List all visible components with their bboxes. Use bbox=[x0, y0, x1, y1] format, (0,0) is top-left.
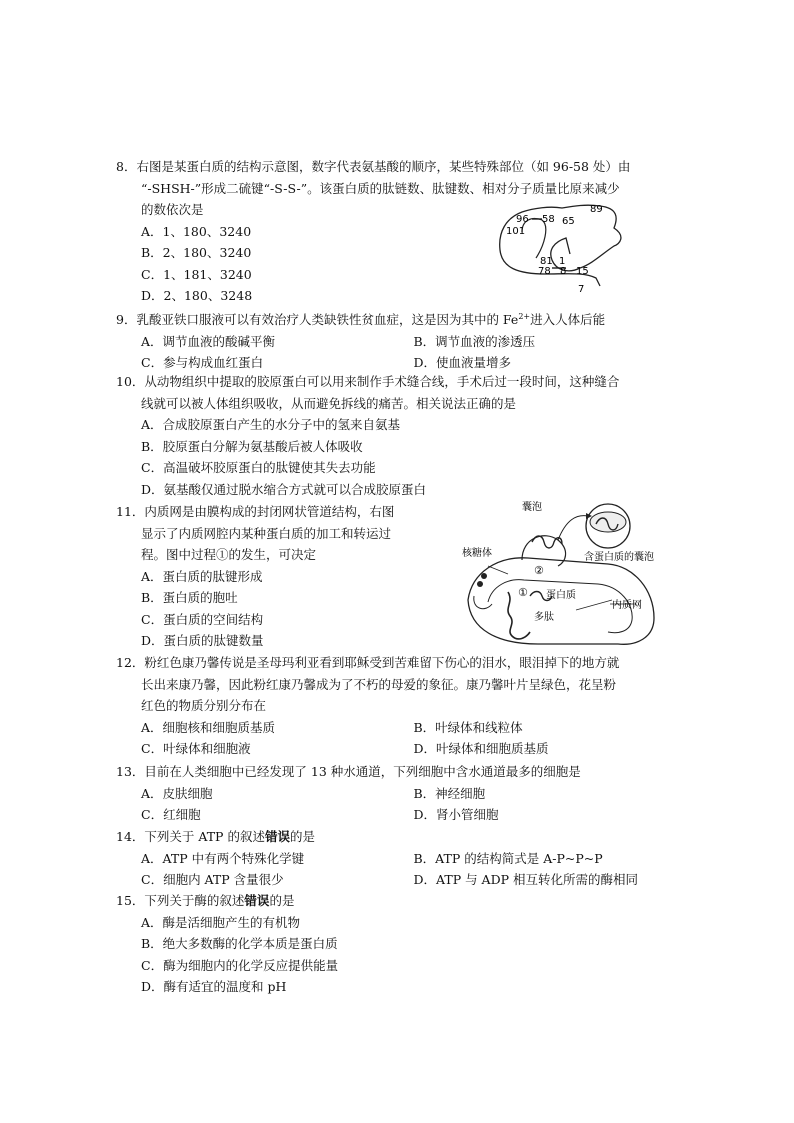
residue-label: 8 bbox=[560, 266, 567, 277]
question-number: 9． bbox=[116, 312, 137, 328]
option-d: D．蛋白质的肽键数量 bbox=[141, 633, 264, 648]
option-d: D．氨基酸仅通过脱水缩合方式就可以合成胶原蛋白 bbox=[141, 481, 427, 497]
question-number: 12． bbox=[116, 655, 145, 670]
option-b: B．调节血液的渗透压 bbox=[413, 333, 536, 349]
question-number: 15． bbox=[116, 893, 145, 908]
question-9 bbox=[116, 306, 686, 374]
question-stem-line: 内质网是由膜构成的封闭网状管道结构，右图 bbox=[144, 504, 395, 519]
emphasis-text: 错误 bbox=[244, 893, 270, 908]
option-a: A．细胞核和细胞质基质 bbox=[141, 719, 276, 735]
option-a: A．1、180、3240 bbox=[141, 223, 252, 239]
vesicle-label: 囊泡 bbox=[522, 502, 542, 513]
option-c: C．酶为细胞内的化学反应提供能量 bbox=[141, 957, 339, 973]
question-stem-line: 的数依次是 bbox=[141, 202, 204, 217]
protein-label: 蛋白质 bbox=[546, 590, 576, 601]
superscript: 2+ bbox=[518, 312, 531, 321]
residue-label: 81 bbox=[540, 256, 553, 267]
question-stem-line: 长出来康乃馨，因此粉红康乃馨成为了不朽的母爱的象征。康乃馨叶片呈绿色，花呈粉 bbox=[141, 676, 617, 692]
question-stem: 的是 bbox=[289, 829, 315, 844]
question-stem-line: 程。图中过程①的发生，可决定 bbox=[141, 547, 317, 562]
question-number: 13． bbox=[116, 764, 145, 779]
question-stem-line: 线就可以被人体组织吸收，从而避免拆线的痛苦。相关说法正确的是 bbox=[141, 395, 517, 411]
residue-label: 89 bbox=[590, 204, 603, 215]
protein-vesicle-label: 含蛋白质的囊泡 bbox=[584, 552, 654, 563]
question-10 bbox=[116, 371, 686, 500]
question-13 bbox=[116, 761, 686, 826]
question-stem-line: 显示了内质网腔内某种蛋白质的加工和转运过 bbox=[141, 525, 392, 541]
option-b: B．叶绿体和线粒体 bbox=[413, 719, 523, 735]
residue-label: 15 bbox=[576, 266, 589, 277]
residue-label: 7 bbox=[578, 284, 585, 295]
question-stem: 进入人体后能 bbox=[530, 312, 606, 328]
option-d: D．2、180、3248 bbox=[141, 288, 253, 303]
ribosome-label: 核糖体 bbox=[462, 548, 492, 559]
option-b: B．蛋白质的胞吐 bbox=[141, 590, 238, 605]
residue-label: 1 bbox=[559, 256, 566, 267]
option-a: A．酶是活细胞产生的有机物 bbox=[141, 914, 301, 930]
option-c: C．参与构成血红蛋白 bbox=[141, 355, 264, 371]
option-d: D．叶绿体和细胞质基质 bbox=[413, 741, 549, 756]
option-b: B．胶原蛋白分解为氨基酸后被人体吸收 bbox=[141, 438, 363, 454]
option-c: C．叶绿体和细胞液 bbox=[141, 741, 251, 756]
option-b: B．神经细胞 bbox=[413, 785, 486, 801]
question-15 bbox=[116, 890, 686, 998]
er-label: 内质网 bbox=[612, 600, 642, 611]
question-stem-line: 从动物组织中提取的胶原蛋白可以用来制作手术缝合线，手术后过一段时间，这种缝合 bbox=[144, 374, 620, 389]
question-stem: 目前在人类细胞中已经发现了 13 种水通道，下列细胞中含水通道最多的细胞是 bbox=[144, 764, 581, 779]
question-11 bbox=[116, 501, 456, 652]
question-stem-line: 粉红色康乃馨传说是圣母玛利亚看到耶稣受到苦难留下伤心的泪水，眼泪掉下的地方就 bbox=[144, 655, 620, 670]
protein-structure-diagram bbox=[496, 198, 656, 301]
peptide-label: 多肽 bbox=[534, 612, 554, 623]
question-stem: 下列关于 ATP 的叙述 bbox=[144, 829, 265, 844]
option-c: C．高温破坏胶原蛋白的肽键使其失去功能 bbox=[141, 460, 376, 475]
option-b: B．绝大多数酶的化学本质是蛋白质 bbox=[141, 936, 338, 951]
option-b: B．2、180、3240 bbox=[141, 245, 252, 260]
question-number: 8． bbox=[116, 159, 137, 174]
question-stem: 的是 bbox=[269, 893, 295, 908]
option-c: C．细胞内 ATP 含量很少 bbox=[141, 872, 284, 887]
residue-label: 78 bbox=[538, 266, 551, 277]
residue-label: 101 bbox=[506, 226, 526, 237]
question-14 bbox=[116, 826, 686, 891]
question-stem: 下列关于酶的叙述 bbox=[144, 893, 245, 908]
question-stem: 乳酸亚铁口服液可以有效治疗人类缺铁性贫血症，这是因为其中的 Fe bbox=[136, 312, 519, 328]
residue-label: 58 bbox=[542, 214, 555, 225]
question-stem-line: 右图是某蛋白质的结构示意图，数字代表氨基酸的顺序，某些特殊部位（如 96-58 处）由 bbox=[136, 159, 631, 174]
step-1-label: ① bbox=[518, 586, 528, 599]
option-a: A．皮肤细胞 bbox=[141, 785, 213, 801]
question-number: 10． bbox=[116, 374, 145, 389]
option-a: A．合成胶原蛋白产生的水分子中的氢来自氨基 bbox=[141, 417, 401, 432]
option-c: C．1、181、3240 bbox=[141, 266, 252, 282]
residue-label: 96 bbox=[516, 214, 529, 225]
option-d: D．肾小管细胞 bbox=[413, 807, 499, 822]
question-number: 14． bbox=[116, 829, 145, 844]
option-d: D．使血液量增多 bbox=[413, 355, 512, 371]
option-b: B．ATP 的结构简式是 A-P~P~P bbox=[413, 850, 603, 866]
question-number: 11． bbox=[116, 504, 145, 519]
step-2-label: ② bbox=[534, 564, 544, 577]
question-12 bbox=[116, 652, 686, 760]
option-a: A．调节血液的酸碱平衡 bbox=[141, 333, 276, 349]
emphasis-text: 错误 bbox=[264, 829, 290, 844]
residue-label: 65 bbox=[562, 216, 575, 227]
option-d: D．酶有适宜的温度和 pH bbox=[141, 979, 287, 994]
option-a: A．ATP 中有两个特殊化学键 bbox=[141, 850, 305, 866]
question-stem-line: “-SHSH-”形成二硫键“-S-S-”。该蛋白质的肽链数、肽键数、相对分子质量比原来减少 bbox=[141, 180, 620, 196]
question-stem-line: 红色的物质分别分布在 bbox=[141, 698, 267, 713]
option-c: C．红细胞 bbox=[141, 807, 201, 822]
endoplasmic-reticulum-diagram bbox=[458, 500, 698, 653]
option-d: D．ATP 与 ADP 相互转化所需的酶相同 bbox=[413, 872, 638, 887]
option-a: A．蛋白质的肽键形成 bbox=[141, 568, 263, 584]
option-c: C．蛋白质的空间结构 bbox=[141, 611, 264, 627]
